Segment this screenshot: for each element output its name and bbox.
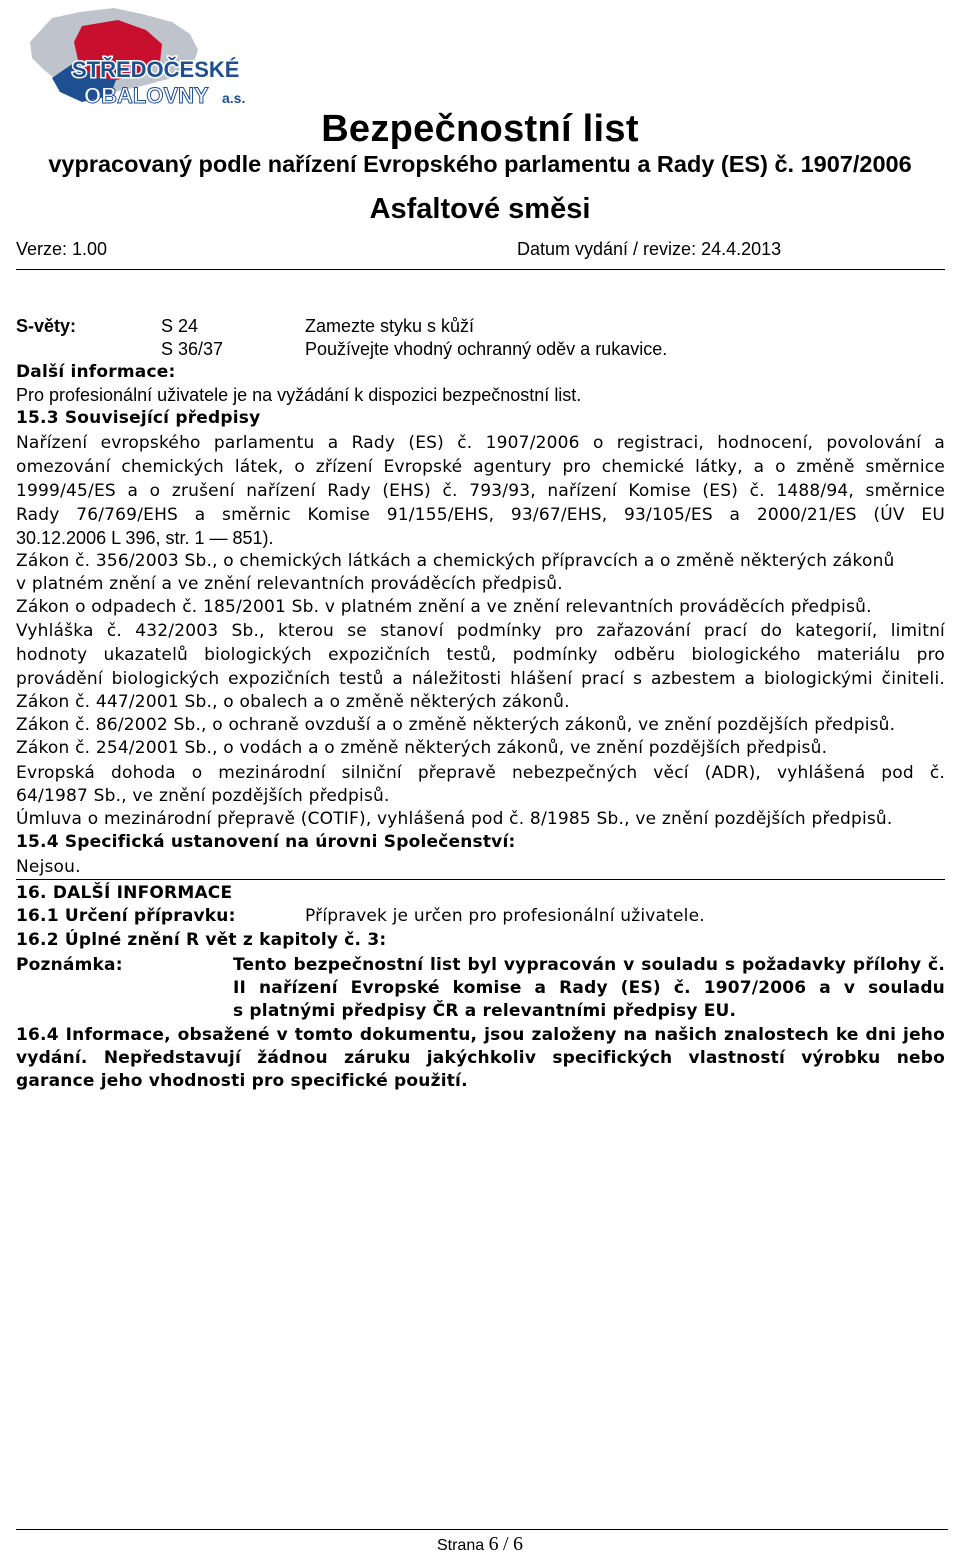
additional-info-heading: Další informace: [16,362,176,382]
regulation-line: omezování chemických látek, o zřízení Evropské agentury pro chemické látky, a o změně směrnice [16,457,945,477]
section-divider [16,879,945,880]
s-phrase-text: Používejte vhodný ochranný oděv a rukavice. [305,339,668,359]
regulation-line: Zákon č. 356/2003 Sb., o chemických látkách a chemických přípravcích a o změně některých zákonů [16,551,895,571]
regulation-line: v platném znění a ve znění relevantních prováděcích předpisů. [16,574,563,594]
page-label: Strana [436,1537,485,1554]
page-separator: / [503,1533,509,1555]
note-line: Tento bezpečnostní list byl vypracován v souladu s požadavky přílohy č. [233,955,945,975]
document-subtitle: vypracovaný podle nařízení Evropského parlamentu a Rady (ES) č. 1907/2006 [48,151,912,177]
regulation-line: Úmluva o mezinárodní přepravě (COTIF), vyhlášená pod č. 8/1985 Sb., ve znění pozdějších předpisů. [16,809,893,829]
note-line: s platnými předpisy ČR a relevantními předpisy EU. [233,1001,737,1021]
regulation-line: 1999/45/ES a o zrušení nařízení Rady (EHS) č. 793/93, nařízení Komise (ES) č. 1488/94, směrnice [16,481,945,501]
s-phrase-text: Zamezte styku s kůží [305,316,475,336]
header-divider [16,269,945,270]
issue-date-label: Datum vydání / revize: 24.4.2013 [517,239,782,259]
version-label: Verze: 1.00 [16,239,108,259]
regulation-line: Zákon o odpadech č. 185/2001 Sb. v platném znění a ve znění relevantních prováděcích předpisů. [16,597,872,617]
section-15-3-heading: 15.3 Související předpisy [16,408,261,428]
regulation-line: Zákon č. 86/2002 Sb., o ochraně ovzduší a o změně některých zákonů, ve znění pozdějších předpisů. [16,715,896,735]
regulation-line: Rady 76/769/EHS a směrnic Komise 91/155/EHS, 93/67/EHS, 93/105/ES a 2000/21/ES (ÚV EU [16,505,945,525]
page-number [0,1533,960,1556]
section-15-4-heading: 15.4 Specifická ustanovení na úrovni Společenství: [16,832,516,852]
logo-map-graphic [22,4,262,110]
regulation-line: Zákon č. 447/2001 Sb., o obalech a o změně některých zákonů. [16,692,570,712]
section-16-4-line: garance jeho vhodnosti pro specifické použití. [16,1071,468,1091]
note-line: II nařízení Evropské komise a Rady (ES) č. 1907/2006 a v souladu [233,978,945,998]
s-phrase-code: S 36/37 [161,339,224,359]
product-name: Asfaltové směsi [369,193,591,225]
total-pages: 6 [513,1533,524,1555]
s-phrases-label: S-věty: [16,316,77,336]
section-16-1-text: Přípravek je určen pro profesionální uživatele. [305,906,705,926]
section-16-4-line: 16.4 Informace, obsažené v tomto dokumentu, jsou založeny na našich znalostech ke dni jeho [16,1025,945,1045]
section-15-4-text: Nejsou. [16,857,81,877]
additional-info-text: Pro profesionální uživatele je na vyžádání k dispozici bezpečnostní list. [16,385,582,405]
regulation-line: Vyhláška č. 432/2003 Sb., kterou se stanoví podmínky pro zařazování prací do kategorií, limitní [16,621,945,641]
footer-divider [16,1529,948,1530]
section-16-4-line: vydání. Nepředstavují žádnou záruku jakýchkoliv specifických vlastností výrobku nebo [16,1048,945,1068]
s-phrase-code: S 24 [161,316,199,336]
logo-text-line1: STŘEDOČESKÉ [72,57,240,82]
section-16-heading: 16. DALŠÍ INFORMACE [16,883,233,903]
document-title: Bezpečnostní list [321,108,639,150]
section-16-2-heading: 16.2 Úplné znění R vět z kapitoly č. 3: [16,930,387,950]
logo-text-line2: OBALOVNY [84,83,209,108]
regulation-line: hodnoty ukazatelů biologických expozičních testů, podmínky odběru biologického materiálu pro [16,645,945,665]
note-label: Poznámka: [16,955,123,975]
regulation-line: 64/1987 Sb., ve znění pozdějších předpisů. [16,786,390,806]
current-page: 6 [488,1533,499,1555]
section-16-1-label: 16.1 Určení přípravku: [16,906,236,926]
regulation-line: Evropská dohoda o mezinárodní silniční přepravě nebezpečných věcí (ADR), vyhlášená pod č. [16,763,945,783]
regulation-line: provádění biologických expozičních testů a náležitosti hlášení prací s azbestem a biologickými činiteli. [16,669,945,689]
company-logo [22,4,262,110]
regulation-line: Zákon č. 254/2001 Sb., o vodách a o změně některých zákonů, ve znění pozdějších předpisů. [16,738,828,758]
logo-text-suffix: a.s. [222,90,246,106]
regulation-line: 30.12.2006 L 396, str. 1 — 851). [16,528,274,548]
regulation-line: Nařízení evropského parlamentu a Rady (ES) č. 1907/2006 o registraci, hodnocení, povolování a [16,433,945,453]
